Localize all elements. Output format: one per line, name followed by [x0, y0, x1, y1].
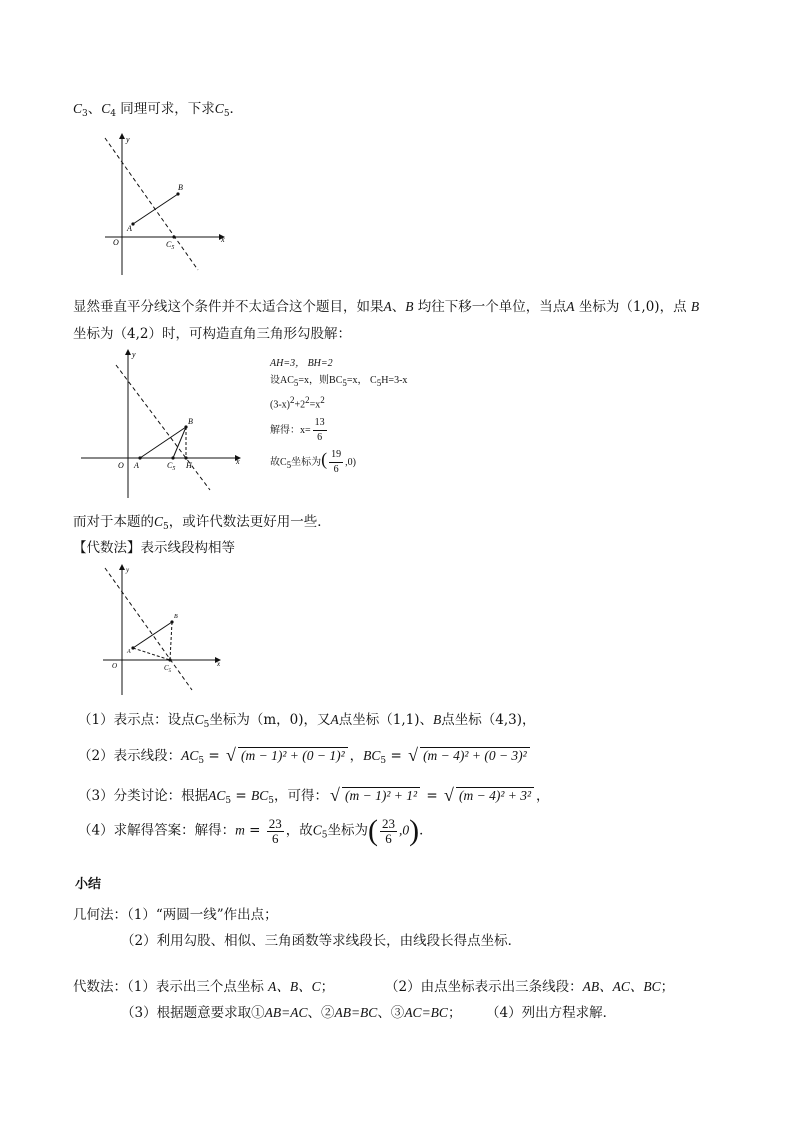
- figure-1: [100, 130, 235, 280]
- svg-text:C5: $C_5$: [164, 664, 172, 674]
- step-4: （4）求解得答案：解得：m = $\frac{23}{6}$ ，故$C_5$坐标为( $\frac{23}{6}$ ,0)．: [78, 814, 433, 847]
- paragraph-algebra-hint: 而对于本题的$C_5$，或许代数法更好用一些．: [73, 514, 331, 532]
- svg-text:C5: $C_5$: [167, 461, 176, 472]
- step-1: （1）表示点：设点$C_5$坐标为（m，0)，又A点坐标（1,1)、B点坐标（4,3)，: [78, 712, 536, 730]
- label-c5: $C_5$: [166, 240, 175, 251]
- side-solution: [270, 355, 407, 477]
- side-line-5: 故$C_5$坐标为( $\frac{19}{6}$ ,0): [270, 449, 357, 476]
- segment-ab: [133, 194, 178, 224]
- svg-text:A: A: [134, 461, 139, 470]
- svg-text:y: y: [126, 566, 130, 574]
- point-b: [176, 192, 179, 195]
- label-o: O: [113, 238, 119, 247]
- point-c5: [172, 235, 175, 238]
- side-line-3: $(3-x)^2+2^2=x^2$: [270, 395, 325, 411]
- side-line-1: AH=3， BH=2: [270, 358, 333, 369]
- svg-text:x: x: [217, 660, 221, 668]
- figure-2: [78, 345, 248, 500]
- summary-title: 小结: [75, 877, 102, 892]
- svg-text:x: x: [236, 457, 240, 466]
- label-b: B: [178, 183, 183, 192]
- svg-text:y: y: [132, 350, 136, 359]
- svg-text:O: O: [112, 662, 118, 670]
- step-2: （2）表示线段：$AC_5$ = √ (m − 1)² + (0 − 1)² ，$BC_5$ = √ (m − 4)² + (0 − 3)²: [78, 744, 532, 766]
- perpendicular-bisector: [116, 365, 210, 490]
- label-y: y: [126, 135, 130, 144]
- summary-alg-4: （4）列出方程求解．: [486, 1005, 617, 1021]
- summary-geo-1: 几何法：（1）“两圆一线”作出点；: [73, 907, 278, 923]
- paragraph-vertical-bisector-line2: 坐标为（4,2）时，可构造直角三角形勾股解：: [73, 326, 351, 342]
- side-line-2: 设$AC_5=x$，则$BC_5=x$， $C_5H=3-x$: [270, 375, 408, 388]
- label-a: A: [127, 224, 132, 233]
- summary-geo-2: （2）利用勾股、相似、三角函数等求线段长，由线段长得点坐标．: [121, 933, 522, 949]
- heading-algebra-method: 【代数法】表示线段构相等: [73, 540, 235, 556]
- paragraph-vertical-bisector: 显然垂直平分线这个条件并不太适合这个题目，如果A、B 均往下移一个单位，当点A 坐标为（1,0)，点 B: [73, 299, 700, 315]
- svg-text:H: H: [186, 461, 192, 470]
- intro-line: $C_3$、$C_4$ 同理可求，下求$C_5$．: [73, 101, 244, 119]
- perpendicular-bisector: [105, 138, 198, 270]
- summary-alg-1: 代数法：（1）表示出三个点坐标 A、B、C；: [73, 979, 335, 995]
- side-line-4: 解得：x= $\frac{13}{6}$: [270, 417, 325, 444]
- svg-text:B: B: [188, 417, 193, 426]
- svg-text:O: O: [118, 461, 124, 470]
- figure-3: [100, 560, 230, 700]
- label-x: x: [221, 235, 225, 244]
- svg-text:A: A: [127, 649, 131, 655]
- summary-alg-3: （3）根据题意要求取①AB=AC、②AB=BC、③AC=BC；: [121, 1005, 462, 1021]
- summary-alg-2: （2）由点坐标表示出三条线段：AB、AC、BC；: [385, 979, 675, 995]
- step-3: （3）分类讨论：根据$AC_5 = BC_5$，可得：√ (m − 1)² + 1² = √ (m − 4)² + 3² ，: [78, 784, 550, 806]
- svg-text:B: B: [174, 614, 178, 620]
